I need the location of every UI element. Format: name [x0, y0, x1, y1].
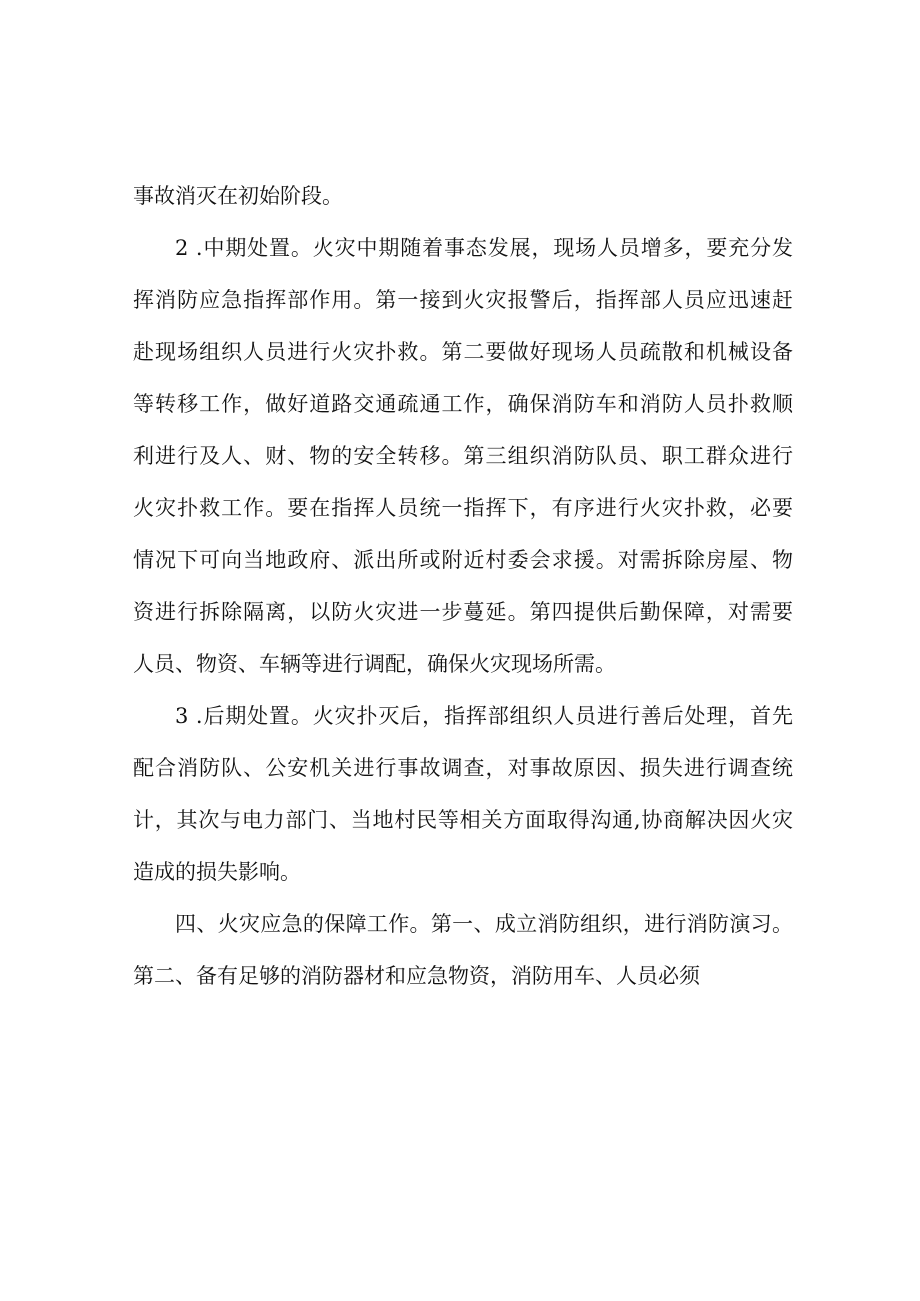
text-line: 3 .后期处置。火灾扑灭后，指挥部组织人员进行善后处理，首先	[175, 704, 793, 728]
text-line: 第二、备有足够的消防器材和应急物资，消防用车、人员必须	[133, 964, 700, 988]
text-line: 赴现场组织人员进行火灾扑救。第二要做好现场人员疏散和机械设备	[133, 340, 793, 364]
text-line: 2 .中期处置。火灾中期随着事态发展，现场人员增多，要充分发	[175, 236, 793, 260]
text-line: 挥消防应急指挥部作用。第一接到火灾报警后，指挥部人员应迅速赶	[133, 288, 793, 312]
text-line: 造成的损失影响。	[133, 860, 301, 884]
text-line: 事故消灭在初始阶段。	[133, 184, 343, 208]
text-line: 利进行及人、财、物的安全转移。第三组织消防队员、职工群众进行	[133, 444, 793, 468]
text-line: 配合消防队、公安机关进行事故调查，对事故原因、损失进行调查统	[133, 756, 793, 780]
text-line: 火灾扑救工作。要在指挥人员统一指挥下，有序进行火灾扑救，必要	[133, 496, 793, 520]
text-line: 情况下可向当地政府、派出所或附近村委会求援。对需拆除房屋、物	[133, 548, 793, 572]
text-line: 计，其次与电力部门、当地村民等相关方面取得沟通,协商解决因火灾	[133, 808, 793, 832]
text-line: 人员、物资、车辆等进行调配，确保火灾现场所需。	[133, 652, 616, 676]
text-line: 四、火灾应急的保障工作。第一、成立消防组织，进行消防演习。	[175, 912, 793, 936]
document-body	[133, 170, 793, 1002]
text-line: 资进行拆除隔离，以防火灾进一步蔓延。第四提供后勤保障，对需要	[133, 600, 793, 624]
text-line: 等转移工作，做好道路交通疏通工作，确保消防车和消防人员扑救顺	[133, 392, 793, 416]
